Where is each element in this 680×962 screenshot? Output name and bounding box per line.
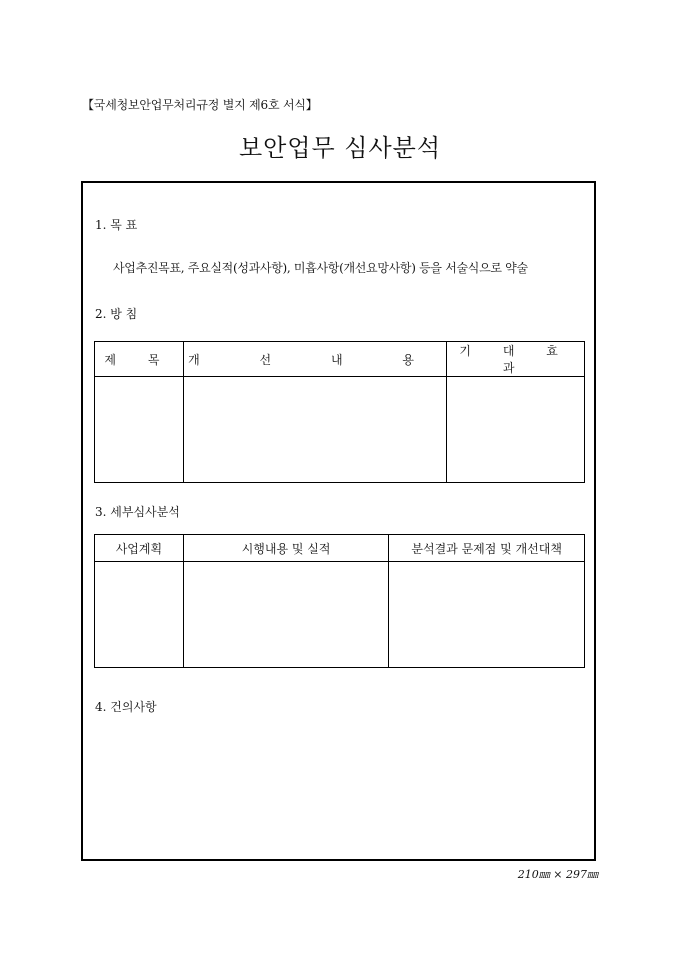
section-4-heading: 4. 건의사항 [95, 700, 157, 714]
column-header-improvement: 개 선 내 용 [183, 342, 446, 377]
column-header-analysis-countermeasures: 분석결과 문제점 및 개선대책 [389, 535, 585, 562]
document-title: 보안업무 심사분석 [238, 134, 442, 162]
table-cell-improvement[interactable] [183, 377, 446, 483]
table-cell-expected-effect[interactable] [447, 377, 585, 483]
column-header-execution-results: 시행내용 및 실적 [183, 535, 389, 562]
table-cell-execution-results[interactable] [183, 562, 389, 668]
table-header-row [95, 535, 585, 562]
table-header-row [95, 342, 585, 377]
section-3-heading: 3. 세부심사분석 [95, 505, 180, 519]
column-header-expected-effect: 기 대 효 과 [447, 342, 585, 377]
column-header-business-plan: 사업계획 [95, 535, 184, 562]
table-cell-business-plan[interactable] [95, 562, 184, 668]
section-1-heading: 1. 목 표 [95, 218, 138, 232]
section-2-heading: 2. 방 침 [95, 307, 138, 321]
table-cell-title[interactable] [95, 377, 184, 483]
table-cell-analysis-countermeasures[interactable] [389, 562, 585, 668]
form-reference: 【국세청보안업무처리규정 별지 제6호 서식】 [82, 98, 318, 112]
paper-size-note: 210㎜ × 297㎜ [517, 868, 598, 881]
section-1-description: 사업추진목표, 주요실적(성과사항), 미흡사항(개선요망사항) 등을 서술식으로 약술 [113, 261, 528, 275]
table-row [95, 377, 585, 483]
detailed-analysis-table [94, 534, 585, 668]
policy-table [94, 341, 585, 483]
form-frame [81, 181, 596, 861]
table-row [95, 562, 585, 668]
column-header-title: 제 목 [95, 342, 184, 377]
